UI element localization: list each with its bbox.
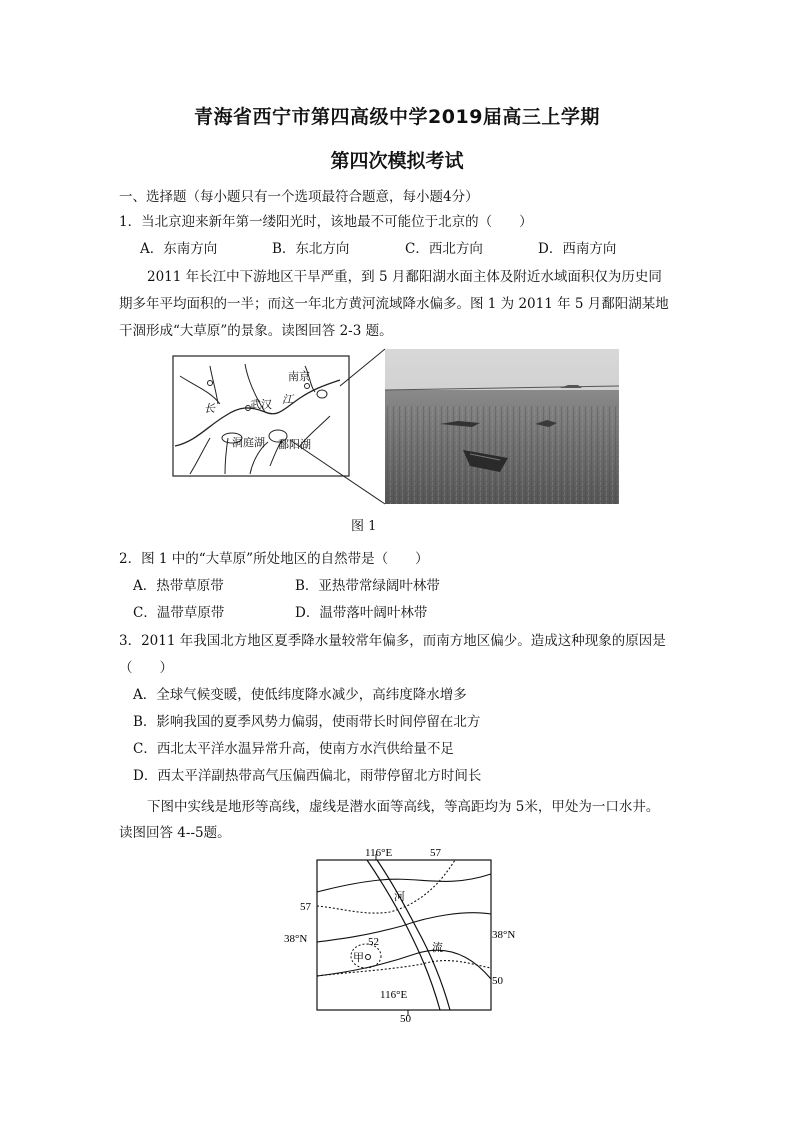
q1-option-d: D．西南方向: [538, 241, 617, 257]
label-nanjing: 南京: [288, 370, 310, 383]
q1-option-a: A．东南方向: [140, 241, 218, 257]
passage-2-line-2: 读图回答 4--5题。: [119, 825, 231, 841]
q3-option-d: D．西太平洋副热带高气压偏西偏北，雨带停留北方时间长: [133, 768, 482, 784]
q2-option-c: C．温带草原带: [133, 605, 225, 621]
figure-1-caption: 图 1: [351, 519, 377, 534]
passage-1-line-2: 期多年平均面积的一半；而这一年北方黄河流域降水偏多。图 1 为 2011 年 5 月鄱阳湖某地: [119, 296, 669, 312]
section-heading: 一、选择题（每小题只有一个选项最符合题意，每小题4分）: [119, 189, 479, 205]
q2-option-b: B．亚热带常绿阔叶林带: [295, 578, 440, 594]
q1-option-b: B．东北方向: [272, 241, 350, 257]
figure-1: [170, 346, 622, 508]
question-1-stem: 1．当北京迎来新年第一缕阳光时，该地最不可能位于北京的（ ）: [119, 214, 533, 230]
label-wuhan: 武汉: [250, 398, 272, 411]
contour-map: [280, 844, 540, 1024]
passage-1-line-1: 2011 年长江中下游地区干旱严重，到 5 月鄱阳湖水面主体及附近水域面积仅为历史同: [147, 269, 662, 285]
q3-option-b: B．影响我国的夏季风势力偏弱，使雨带长时间停留在北方: [133, 714, 481, 730]
exam-title: 青海省西宁市第四高级中学2019届高三上学期: [194, 106, 600, 128]
label-poyang-lake: 鄱阳湖: [278, 438, 311, 451]
well-jia-icon: [366, 955, 371, 960]
question-3-stem: 3．2011 年我国北方地区夏季降水量较常年偏多，而南方地区偏少。造成这种现象的原因是: [119, 633, 666, 649]
label-right-50: 50: [492, 975, 503, 987]
passage-2-line-1: 下图中实线是地形等高线，虚线是潜水面等高线，等高距均为 5米，甲处为一口水井。: [147, 799, 660, 815]
question-3-blank: （ ）: [119, 660, 173, 676]
label-left-latitude: 38°N: [284, 933, 308, 945]
label-liu: 流: [432, 942, 443, 954]
q3-option-c: C．西北太平洋水温异常升高，使南方水汽供给量不足: [133, 741, 454, 757]
label-right-latitude: 38°N: [492, 929, 516, 941]
label-left-57: 57: [300, 901, 311, 913]
label-jia: 甲: [353, 952, 364, 964]
q1-option-c: C．西北方向: [405, 241, 483, 257]
label-he: 河: [394, 891, 405, 903]
q2-option-a: A．热带草原带: [133, 578, 224, 594]
question-2-stem: 2．图 1 中的“大草原”所处地区的自然带是（ ）: [119, 551, 429, 567]
q3-option-a: A．全球气候变暖，使低纬度降水减少，高纬度降水增多: [133, 687, 467, 703]
map-frame: [317, 860, 491, 1010]
label-52: 52: [368, 936, 379, 948]
label-bottom-longitude: 116°E: [380, 989, 408, 1001]
label-bottom-50: 50: [400, 1013, 411, 1024]
yangtze-map: [173, 356, 349, 476]
label-top-longitude: 116°E: [365, 847, 393, 859]
exam-subtitle: 第四次模拟考试: [330, 150, 464, 172]
label-dongting-lake: 洞庭湖: [232, 436, 265, 449]
poyang-grassland-photo: [385, 349, 619, 504]
passage-1-line-3: 干涸形成“大草原”的景象。读图回答 2-3 题。: [119, 323, 393, 339]
label-jiang: 江: [282, 393, 293, 406]
label-top-57: 57: [430, 847, 441, 859]
q2-option-d: D．温带落叶阔叶林带: [295, 605, 428, 621]
label-chang: 长: [204, 402, 215, 415]
